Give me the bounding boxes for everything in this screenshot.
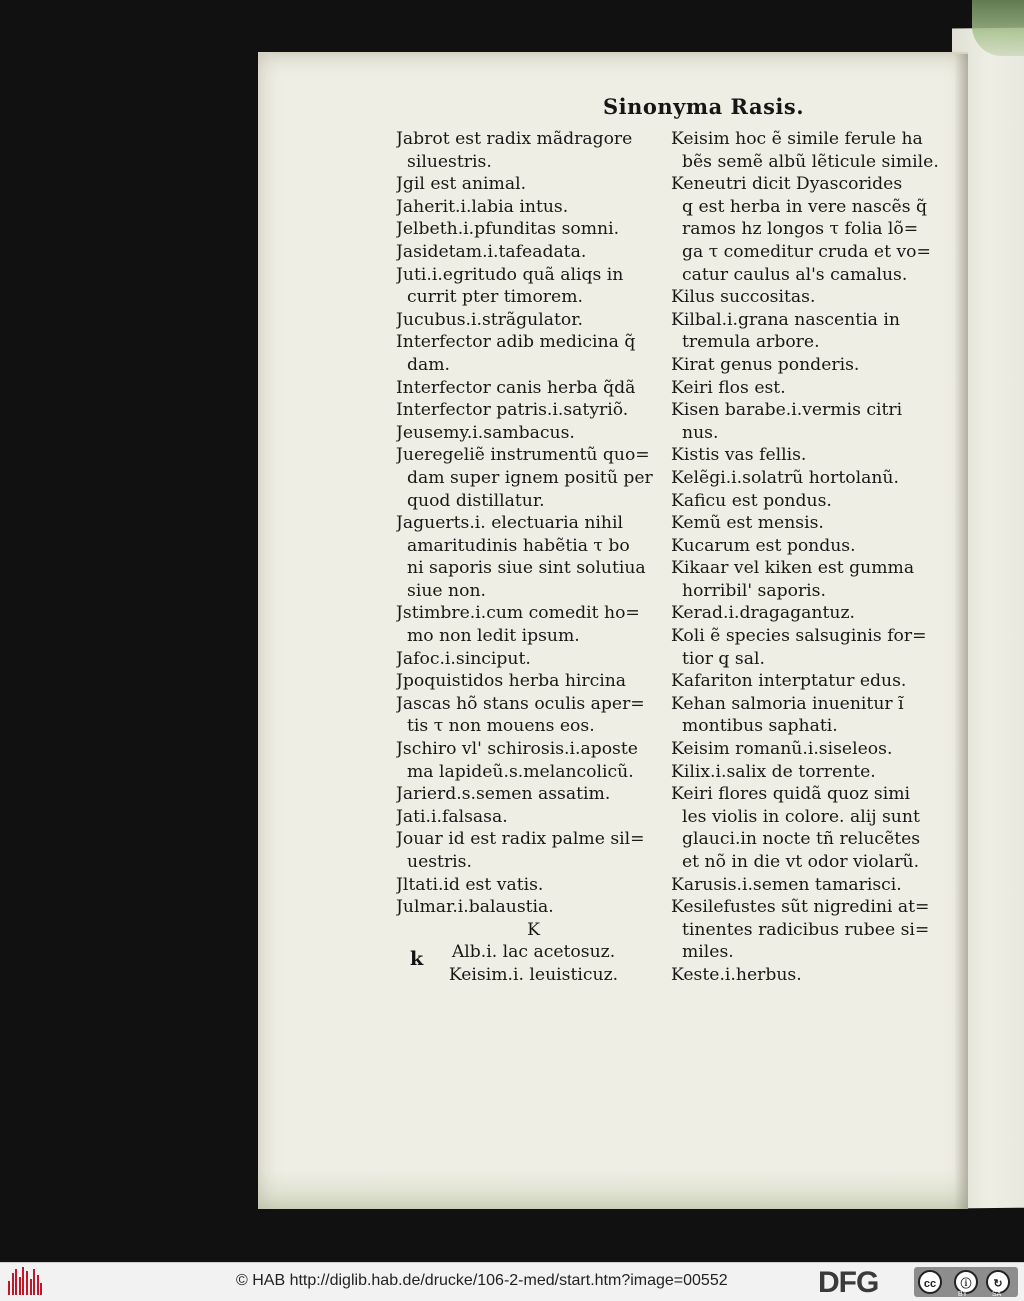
hab-logo-bar (15, 1269, 17, 1295)
left-column-line: mo non ledit ipsum. (407, 626, 580, 647)
page-bottom-curl (258, 1169, 968, 1209)
right-column-line: Kerad.i.dragagantuz. (671, 603, 855, 624)
right-column-line: Karusis.i.semen tamarisci. (671, 874, 902, 895)
left-column-line: Julmar.i.balaustia. (396, 897, 554, 918)
left-column-line: siluestris. (407, 151, 492, 172)
right-column-line: nus. (682, 422, 719, 443)
hab-logo-bar (19, 1277, 21, 1295)
left-column-line: Jaguerts.i. electuaria nihil (396, 513, 623, 534)
right-column-line: Kisen barabe.i.vermis citri (671, 400, 903, 421)
right-column-line: Kucarum est pondus. (671, 535, 856, 556)
signature-mark: k (410, 948, 424, 970)
left-column-line: quod distillatur. (407, 490, 545, 511)
left-column-line: Interfector patris.i.satyriõ. (396, 400, 629, 421)
copyright-link[interactable]: © HAB http://diglib.hab.de/drucke/106-2-med/start.htm?image=00552 (236, 1272, 728, 1289)
right-column-line: q̧ est herba in vere nascẽs q̃ (682, 196, 927, 217)
left-column-line: Jafoc.i.sinciput. (396, 648, 531, 669)
right-column-line: Keste.i.herbus. (671, 964, 802, 985)
hab-logo-bar (30, 1279, 32, 1295)
right-column-line: Kilbal.i.grana nascentia in (671, 309, 900, 330)
left-column-line: Jstimbre.i.cum comedit ho= (396, 603, 640, 624)
attribution-icon: ⓘ (954, 1270, 978, 1294)
right-column-line: montibus saphati. (682, 716, 838, 737)
sa-label: SA (992, 1291, 1002, 1298)
right-column-line: miles. (682, 942, 734, 963)
left-column-line: dam. (407, 354, 451, 375)
right-column-line: Kistis vas fellis. (671, 445, 807, 466)
right-column-line: ga τ comeditur cruda et vo= (682, 241, 931, 262)
left-column-line: Jascas hõ stans oculis aper= (396, 693, 645, 714)
right-column-line: Kikaar vel kiken est gumma (671, 558, 915, 579)
right-column-line: Keneutri dicit Dyascorides (671, 174, 903, 195)
left-column-line: Jouar id est radix palme sil= (396, 829, 645, 850)
left-column-line: Jgil est animal. (396, 174, 527, 195)
left-column-line: Jasidetam.i.tafeadata. (396, 241, 587, 262)
left-column-line: dam super ignem positũ per (407, 467, 653, 488)
cc-icon: cc (918, 1270, 942, 1294)
right-column-line: Kehan salmoria inuenitur ĩ (671, 693, 904, 714)
footer-bar (0, 1262, 1024, 1301)
right-column-line: Kilus succositas. (671, 287, 816, 308)
left-column-line: Jarierd.s.semen assatim. (396, 784, 611, 805)
right-column-line: et nõ in die vt odor violarũ. (682, 852, 920, 872)
right-column-line: Kesilefustes sũt nigredini at= (671, 897, 930, 918)
right-column-line: Keiri flores quidã quoz simi (671, 784, 911, 805)
right-column-line: Kaficu est pondus. (671, 490, 832, 511)
hab-logo-bar (26, 1271, 28, 1295)
right-column-line: Kelẽgi.i.solatrũ hortolanũ. (671, 467, 899, 488)
hab-logo-bar (22, 1267, 24, 1295)
hab-logo-bar (8, 1281, 10, 1295)
dfg-logo: DFG (818, 1266, 879, 1299)
left-column-line: Alb.i. lac acetosuz. (451, 942, 616, 963)
left-column-line: tis τ non mouens eos. (407, 716, 595, 737)
left-column (396, 128, 671, 987)
share-alike-icon: ↻ (986, 1270, 1010, 1294)
right-column-line: glauci.in nocte tñ relucẽtes (682, 829, 921, 850)
right-column-line: Kirat genus ponderis. (671, 354, 860, 375)
book-page (258, 52, 968, 1209)
hab-logo-bar (12, 1273, 14, 1295)
left-column-line: Keisim.i. leuisticuz. (448, 964, 619, 985)
left-column-line: Interfector adib medicina q̃ (396, 332, 636, 353)
right-column (671, 128, 961, 987)
right-column-line: bẽs semẽ albũ lẽticule simile. (682, 151, 939, 172)
right-column-line: tremula arbore. (682, 332, 820, 353)
left-column-line: K (527, 919, 540, 940)
hab-logo-bar (37, 1275, 39, 1295)
right-column-line: Kafariton interptatur edus. (671, 671, 907, 692)
left-column-line: Interfector canis herba q̃dã (396, 377, 636, 398)
right-column-line: Kemũ est mensis. (671, 513, 824, 534)
left-column-line: uestris. (407, 852, 472, 872)
right-column-line: Keisim romanũ.i.siseleos. (671, 739, 893, 760)
left-column-line: Jucubus.i.strãgulator. (396, 309, 584, 330)
right-column-line: catur caulus al's camalus. (682, 264, 908, 285)
left-column-line: siue non. (407, 580, 486, 601)
by-label: BY (958, 1291, 968, 1298)
left-column-line: Jati.i.falsasa. (396, 806, 508, 827)
right-column-line: tior q̧ sal. (682, 648, 765, 669)
left-column-line: Jabrot est radix mãdragore (396, 129, 633, 149)
right-column-line: les violis in colore. alij sunt (682, 806, 920, 827)
right-column-line: Keiri flos est. (671, 377, 786, 398)
left-column-line: ni saporis siue sint solutiua (407, 558, 646, 579)
left-column-line: Jaherit.i.labia intus. (396, 196, 569, 217)
left-column-line: Jelbeth.i.pfunditas somni. (396, 219, 620, 240)
left-column-line: Jpoquistidos herba hircina (396, 671, 627, 692)
right-column-line: Keisim hoc ẽ simile ferule ha (671, 129, 923, 149)
left-column-line: ma lapideũ.s.melancolicũ. (407, 761, 634, 782)
hab-logo-icon (6, 1267, 46, 1297)
right-column-line: Koli ẽ species salsuginis for= (671, 626, 927, 647)
left-column-line: amaritudinis habẽtia τ bo (407, 535, 630, 556)
left-column-line: currit pter timorem. (407, 287, 583, 308)
cc-license-badge[interactable] (914, 1267, 1018, 1297)
left-column-line: Juti.i.egritudo quã aliqs in (396, 264, 624, 285)
right-column-line: tinentes radicibus rubee si= (682, 919, 930, 940)
left-column-line: Jltati.id est vatis. (396, 874, 544, 895)
right-column-line: Kilix.i.salix de torrente. (671, 761, 876, 782)
left-column-line: Jschiro vl' schirosis.i.aposte (396, 739, 638, 760)
hab-logo-bar (40, 1283, 42, 1295)
left-column-line: Jeusemy.i.sambacus. (396, 422, 575, 443)
right-column-line: horribil' saporis. (682, 580, 826, 601)
running-head: Sinonyma Rasis. (603, 94, 805, 119)
hab-logo-bar (33, 1269, 35, 1295)
right-column-line: ramos hz longos τ folia lõ= (682, 219, 919, 240)
left-column-line: Jueregeliẽ instrumentũ quo= (396, 445, 650, 466)
